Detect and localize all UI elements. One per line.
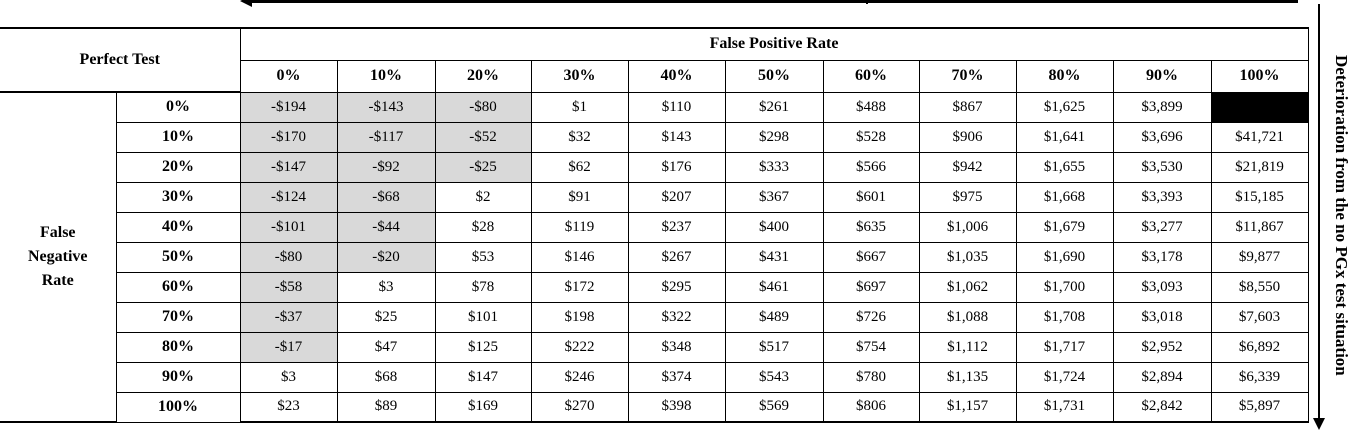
table-cell: $23 bbox=[240, 392, 337, 422]
table-cell: $367 bbox=[725, 182, 823, 212]
table-cell: $488 bbox=[823, 92, 919, 122]
table-cell: $569 bbox=[725, 392, 823, 422]
column-header: 70% bbox=[919, 60, 1016, 92]
table-cell: $2,894 bbox=[1113, 362, 1211, 392]
table-cell: $6,892 bbox=[1211, 332, 1308, 362]
table-cell: $780 bbox=[823, 362, 919, 392]
table-cell: $543 bbox=[725, 362, 823, 392]
table-cell: $975 bbox=[919, 182, 1016, 212]
table-cell: $322 bbox=[628, 302, 725, 332]
table-cell: $3 bbox=[337, 272, 435, 302]
table-cell: -$124 bbox=[240, 182, 337, 212]
row-header: 90% bbox=[116, 362, 240, 392]
table-cell: $246 bbox=[531, 362, 628, 392]
table-cell: $25 bbox=[337, 302, 435, 332]
table-row bbox=[0, 392, 1308, 422]
table-cell: -$170 bbox=[240, 122, 337, 152]
table-cell: $41,721 bbox=[1211, 122, 1308, 152]
table-cell: $754 bbox=[823, 332, 919, 362]
row-header: 100% bbox=[116, 392, 240, 422]
table-cell: $172 bbox=[531, 272, 628, 302]
table-cell: $147 bbox=[435, 362, 531, 392]
table-cell: -$101 bbox=[240, 212, 337, 242]
table-cell: $7,603 bbox=[1211, 302, 1308, 332]
table-row bbox=[0, 92, 1308, 122]
row-header: 30% bbox=[116, 182, 240, 212]
table-cell: $374 bbox=[628, 362, 725, 392]
row-header: 10% bbox=[116, 122, 240, 152]
table-cell: $1,088 bbox=[919, 302, 1016, 332]
table-cell: $91 bbox=[531, 182, 628, 212]
table-cell: -$92 bbox=[337, 152, 435, 182]
table-cell: $1 bbox=[531, 92, 628, 122]
table-cell: -$25 bbox=[435, 152, 531, 182]
col-group-label: False Positive Rate bbox=[240, 28, 1308, 60]
table-cell: $53 bbox=[435, 242, 531, 272]
table-cell: $2,952 bbox=[1113, 332, 1211, 362]
row-group-label-line: Rate bbox=[41, 272, 74, 289]
corner-label: Perfect Test bbox=[0, 28, 240, 92]
side-arrow bbox=[1317, 4, 1321, 430]
table-cell: $143 bbox=[628, 122, 725, 152]
table-cell: $78 bbox=[435, 272, 531, 302]
table-row bbox=[0, 122, 1308, 152]
table-cell: $1,062 bbox=[919, 272, 1016, 302]
table-row bbox=[0, 272, 1308, 302]
column-header: 20% bbox=[435, 60, 531, 92]
table-cell: $1,717 bbox=[1016, 332, 1113, 362]
table-cell: $1,690 bbox=[1016, 242, 1113, 272]
table-cell: -$80 bbox=[435, 92, 531, 122]
table-cell: $1,006 bbox=[919, 212, 1016, 242]
table-cell: $125 bbox=[435, 332, 531, 362]
table-body bbox=[0, 92, 1308, 422]
table-cell: $267 bbox=[628, 242, 725, 272]
table-cell: $601 bbox=[823, 182, 919, 212]
table-cell: $3,696 bbox=[1113, 122, 1211, 152]
table-cell: $295 bbox=[628, 272, 725, 302]
table-cell: $348 bbox=[628, 332, 725, 362]
column-header: 40% bbox=[628, 60, 725, 92]
table-cell: $1,700 bbox=[1016, 272, 1113, 302]
table-cell: $461 bbox=[725, 272, 823, 302]
row-group-label-line: Negative bbox=[27, 248, 88, 265]
top-arrow-tick bbox=[866, 0, 868, 4]
table-cell: $528 bbox=[823, 122, 919, 152]
table-cell: $3,530 bbox=[1113, 152, 1211, 182]
table-cell: $146 bbox=[531, 242, 628, 272]
table-cell: $3,277 bbox=[1113, 212, 1211, 242]
table-cell: $1,157 bbox=[919, 392, 1016, 422]
table-cell: $400 bbox=[725, 212, 823, 242]
table-cell: -$44 bbox=[337, 212, 435, 242]
table-cell: $942 bbox=[919, 152, 1016, 182]
table-cell: $667 bbox=[823, 242, 919, 272]
table-cell: $635 bbox=[823, 212, 919, 242]
top-arrow-shaft bbox=[250, 0, 1298, 3]
column-header: 100% bbox=[1211, 60, 1308, 92]
table-cell: $5,897 bbox=[1211, 392, 1308, 422]
table-cell: $89 bbox=[337, 392, 435, 422]
table-cell: $169 bbox=[435, 392, 531, 422]
table-cell: $1,724 bbox=[1016, 362, 1113, 392]
row-header: 40% bbox=[116, 212, 240, 242]
table-cell: $697 bbox=[823, 272, 919, 302]
column-header: 90% bbox=[1113, 60, 1211, 92]
table-cell: $1,625 bbox=[1016, 92, 1113, 122]
table-cell: $489 bbox=[725, 302, 823, 332]
arrow-left-icon bbox=[240, 0, 252, 7]
table-cell: $1,112 bbox=[919, 332, 1016, 362]
table-cell: $1,135 bbox=[919, 362, 1016, 392]
column-header: 50% bbox=[725, 60, 823, 92]
table-cell: $1,668 bbox=[1016, 182, 1113, 212]
table-cell: $431 bbox=[725, 242, 823, 272]
table-cell: $8,550 bbox=[1211, 272, 1308, 302]
pgx-cost-table bbox=[0, 27, 1309, 423]
table-cell: $1,731 bbox=[1016, 392, 1113, 422]
table-cell: $9,877 bbox=[1211, 242, 1308, 272]
table-cell: $222 bbox=[531, 332, 628, 362]
row-header: 60% bbox=[116, 272, 240, 302]
table-cell: $15,185 bbox=[1211, 182, 1308, 212]
table-row bbox=[0, 182, 1308, 212]
table-cell: $2 bbox=[435, 182, 531, 212]
column-header: 0% bbox=[240, 60, 337, 92]
table-cell: $237 bbox=[628, 212, 725, 242]
column-header: 60% bbox=[823, 60, 919, 92]
table-cell: -$194 bbox=[240, 92, 337, 122]
table-cell: $3,178 bbox=[1113, 242, 1211, 272]
table-cell: $101 bbox=[435, 302, 531, 332]
row-group-label bbox=[0, 92, 116, 422]
table-cell: $3,393 bbox=[1113, 182, 1211, 212]
table-cell: $3 bbox=[240, 362, 337, 392]
table-cell: $566 bbox=[823, 152, 919, 182]
table-row bbox=[0, 362, 1308, 392]
row-header: 0% bbox=[116, 92, 240, 122]
table-cell: $1,655 bbox=[1016, 152, 1113, 182]
table-cell: -$52 bbox=[435, 122, 531, 152]
table-cell: $2,842 bbox=[1113, 392, 1211, 422]
table-cell: $1,708 bbox=[1016, 302, 1113, 332]
side-label: Deterioration from the no PGx test situation bbox=[1332, 54, 1351, 376]
table-cell: $867 bbox=[919, 92, 1016, 122]
table-cell: $3,093 bbox=[1113, 272, 1211, 302]
table-cell: -$143 bbox=[337, 92, 435, 122]
column-header: 80% bbox=[1016, 60, 1113, 92]
table-cell: $6,339 bbox=[1211, 362, 1308, 392]
table-row bbox=[0, 212, 1308, 242]
table-cell: $110 bbox=[628, 92, 725, 122]
table-cell: -$20 bbox=[337, 242, 435, 272]
table-cell: $207 bbox=[628, 182, 725, 212]
table-cell: $47 bbox=[337, 332, 435, 362]
table-cell: $11,867 bbox=[1211, 212, 1308, 242]
table-cell: -$58 bbox=[240, 272, 337, 302]
table-row bbox=[0, 302, 1308, 332]
table-row bbox=[0, 152, 1308, 182]
row-header: 70% bbox=[116, 302, 240, 332]
table-cell: -$17 bbox=[240, 332, 337, 362]
table-cell: $62 bbox=[531, 152, 628, 182]
table-cell: $1,679 bbox=[1016, 212, 1113, 242]
table-cell: $3,018 bbox=[1113, 302, 1211, 332]
column-header: 30% bbox=[531, 60, 628, 92]
top-arrow bbox=[240, 0, 1298, 4]
column-header: 10% bbox=[337, 60, 435, 92]
table-cell: $1,035 bbox=[919, 242, 1016, 272]
table-cell: $806 bbox=[823, 392, 919, 422]
table-cell: $261 bbox=[725, 92, 823, 122]
table-cell: -$68 bbox=[337, 182, 435, 212]
table-row bbox=[0, 332, 1308, 362]
table-cell: $119 bbox=[531, 212, 628, 242]
table-cell: $398 bbox=[628, 392, 725, 422]
table-cell: -$147 bbox=[240, 152, 337, 182]
side-arrow-shaft bbox=[1318, 4, 1320, 420]
table-row bbox=[0, 242, 1308, 272]
row-header: 50% bbox=[116, 242, 240, 272]
table-cell: -$117 bbox=[337, 122, 435, 152]
table-cell: -$80 bbox=[240, 242, 337, 272]
undefined-cell bbox=[1211, 92, 1308, 122]
row-header: 80% bbox=[116, 332, 240, 362]
table-cell: $270 bbox=[531, 392, 628, 422]
table-cell: $906 bbox=[919, 122, 1016, 152]
table-cell: -$37 bbox=[240, 302, 337, 332]
table-cell: $517 bbox=[725, 332, 823, 362]
table-cell: $32 bbox=[531, 122, 628, 152]
table-cell: $68 bbox=[337, 362, 435, 392]
table-cell: $333 bbox=[725, 152, 823, 182]
row-group-label-line: False bbox=[39, 224, 76, 241]
table-cell: $1,641 bbox=[1016, 122, 1113, 152]
table-cell: $198 bbox=[531, 302, 628, 332]
table-cell: $176 bbox=[628, 152, 725, 182]
table-cell: $298 bbox=[725, 122, 823, 152]
table-cell: $28 bbox=[435, 212, 531, 242]
row-header: 20% bbox=[116, 152, 240, 182]
table-cell: $726 bbox=[823, 302, 919, 332]
table-cell: $21,819 bbox=[1211, 152, 1308, 182]
table-cell: $3,899 bbox=[1113, 92, 1211, 122]
